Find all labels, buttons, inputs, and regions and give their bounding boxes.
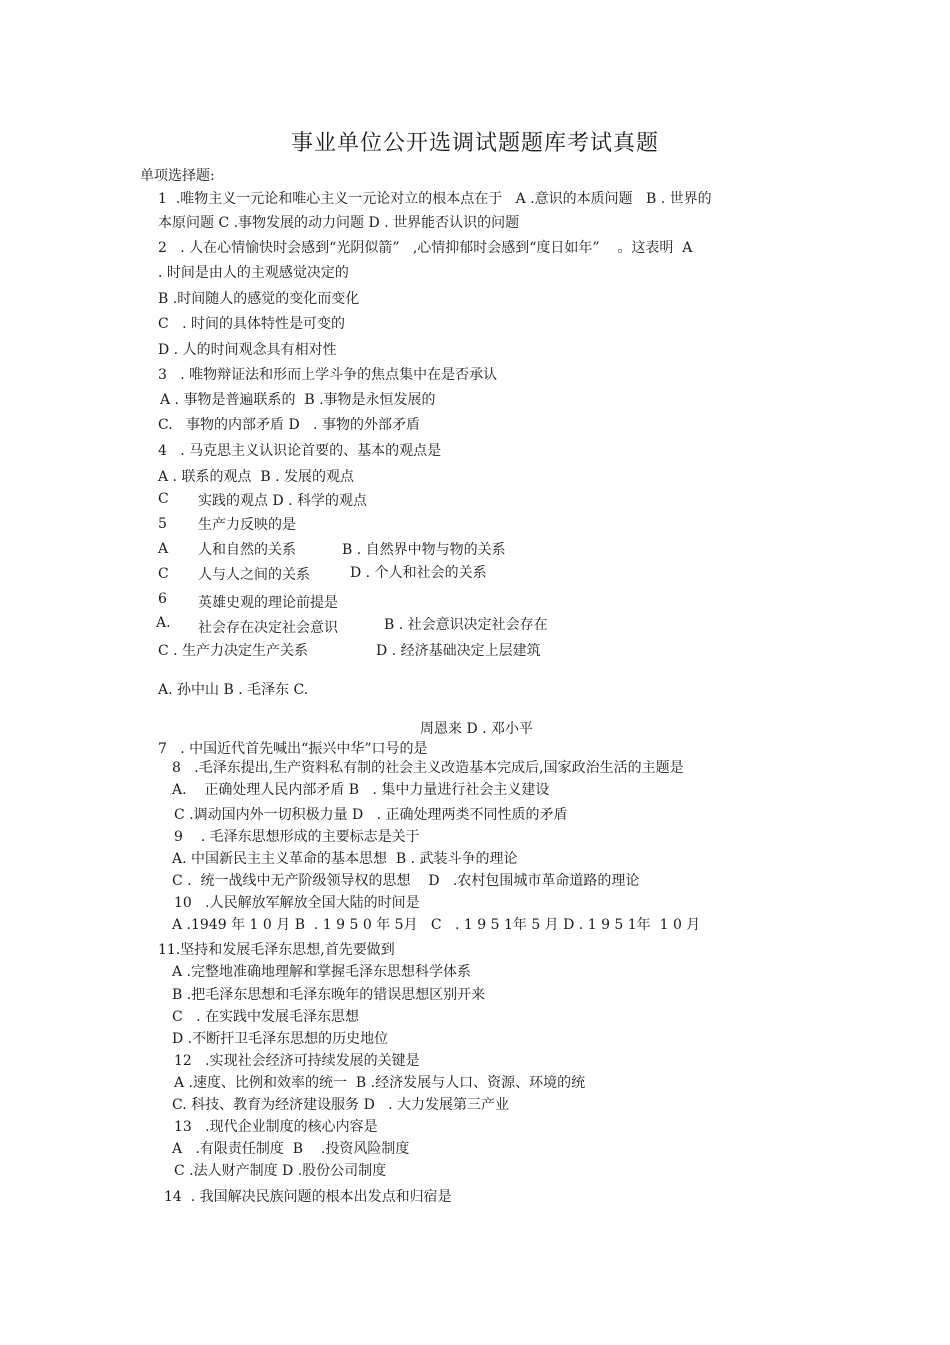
text-line: A .1949 年 1 0 月 B . 1 9 5 0 年 5月 C . 1 9 5 1年 5 月 D . 1 9 5 1年 1 0 月: [172, 917, 701, 933]
text-line: A .速度、比例和效率的统一 B .经济发展与人口、资源、环境的统: [174, 1075, 586, 1091]
document-title: 事业单位公开选调试题题库考试真题: [290, 131, 659, 156]
text-line: B . 自然界中物与物的关系: [342, 542, 506, 558]
text-line: 13 .现代企业制度的核心内容是: [174, 1119, 378, 1135]
text-line: 社会存在决定社会意识: [198, 620, 338, 636]
text-line: 12 .实现社会经济可持续发展的关键是: [174, 1053, 420, 1069]
text-line: 生产力反映的是: [198, 517, 296, 533]
text-line: 周恩来 D . 邓小平: [420, 721, 534, 737]
text-line: 4 . 马克思主义认识论首要的、基本的观点是: [158, 443, 442, 459]
text-line: A . 联系的观点 B . 发展的观点: [158, 469, 354, 485]
text-line: A.: [156, 615, 171, 631]
text-line: D . 经济基础决定上层建筑: [376, 643, 541, 659]
text-line: 本原问题 C .事物发展的动力问题 D . 世界能否认识的问题: [158, 215, 520, 231]
text-line: B .时间随人的感觉的变化而变化: [158, 291, 360, 307]
text-line: C: [158, 491, 169, 507]
text-line: C . 生产力决定生产关系: [158, 643, 309, 659]
text-line: 人和自然的关系: [198, 542, 296, 558]
text-line: C: [158, 566, 169, 582]
text-line: 英雄史观的理论前提是: [198, 595, 338, 611]
text-line: 7 . 中国近代首先喊出“振兴中华”口号的是: [158, 741, 428, 757]
text-line: D . 个人和社会的关系: [350, 565, 487, 581]
text-line: A: [158, 541, 169, 557]
text-line: 实践的观点 D . 科学的观点: [198, 493, 368, 509]
text-line: B .把毛泽东思想和毛泽东晚年的错误思想区别开来: [172, 987, 486, 1003]
text-line: D . 人的时间观念具有相对性: [158, 342, 337, 358]
text-line: 1 .唯物主义一元论和唯心主义一元论对立的根本点在于 A .意识的本质问题 B . 世界的: [158, 191, 712, 207]
text-line: C .调动国内外一切积极力量 D . 正确处理两类不同性质的矛盾: [174, 807, 568, 823]
text-line: A . 事物是普遍联系的 B .事物是永恒发展的: [160, 392, 436, 408]
text-line: A .有限责任制度 B .投资风险制度: [172, 1141, 410, 1157]
text-line: 14 . 我国解决民族问题的根本出发点和归宿是: [164, 1189, 452, 1205]
text-line: B . 社会意识决定社会存在: [384, 617, 548, 633]
section-label: 单项选择题:: [140, 168, 215, 184]
text-line: D .不断扞卫毛泽东思想的历史地位: [172, 1031, 389, 1047]
text-line: . 时间是由人的主观感觉决定的: [158, 265, 349, 281]
text-line: A. 孙中山 B . 毛泽东 C.: [158, 682, 309, 698]
text-line: 8 .毛泽东提出,生产资料私有制的社会主义改造基本完成后,国家政治生活的主题是: [172, 760, 684, 776]
text-line: 人与人之间的关系: [198, 567, 310, 583]
text-line: 9 . 毛泽东思想形成的主要标志是关于: [174, 829, 420, 845]
text-line: A. 正确处理人民内部矛盾 B . 集中力量进行社会主义建设: [172, 782, 550, 798]
text-line: C. 事物的内部矛盾 D . 事物的外部矛盾: [158, 417, 420, 433]
text-line: C. 科技、教育为经济建设服务 D . 大力发展第三产业: [172, 1097, 510, 1113]
text-line: C . 统一战线中无产阶级领导权的思想 D .农村包围城市革命道路的理论: [172, 873, 640, 889]
text-line: C . 在实践中发展毛泽东思想: [172, 1009, 359, 1025]
text-line: 11.坚持和发展毛泽东思想,首先要做到: [158, 942, 395, 958]
text-line: 5: [158, 516, 167, 532]
text-line: 2 . 人在心情愉快时会感到“光阴似箭” ,心情抑郁时会感到“度日如年” 。这表明 A: [158, 240, 693, 256]
text-line: 10 .人民解放军解放全国大陆的时间是: [174, 895, 420, 911]
text-line: A. 中国新民主主义革命的基本思想 B . 武装斗争的理论: [172, 851, 518, 867]
text-line: C .法人财产制度 D .股份公司制度: [174, 1163, 387, 1179]
text-line: C . 时间的具体特性是可变的: [158, 316, 345, 332]
text-line: 3 . 唯物辩证法和形而上学斗争的焦点集中在是否承认: [158, 367, 498, 383]
text-line: A .完整地准确地理解和掌握毛泽东思想科学体系: [172, 964, 472, 980]
text-line: 6: [158, 591, 167, 607]
